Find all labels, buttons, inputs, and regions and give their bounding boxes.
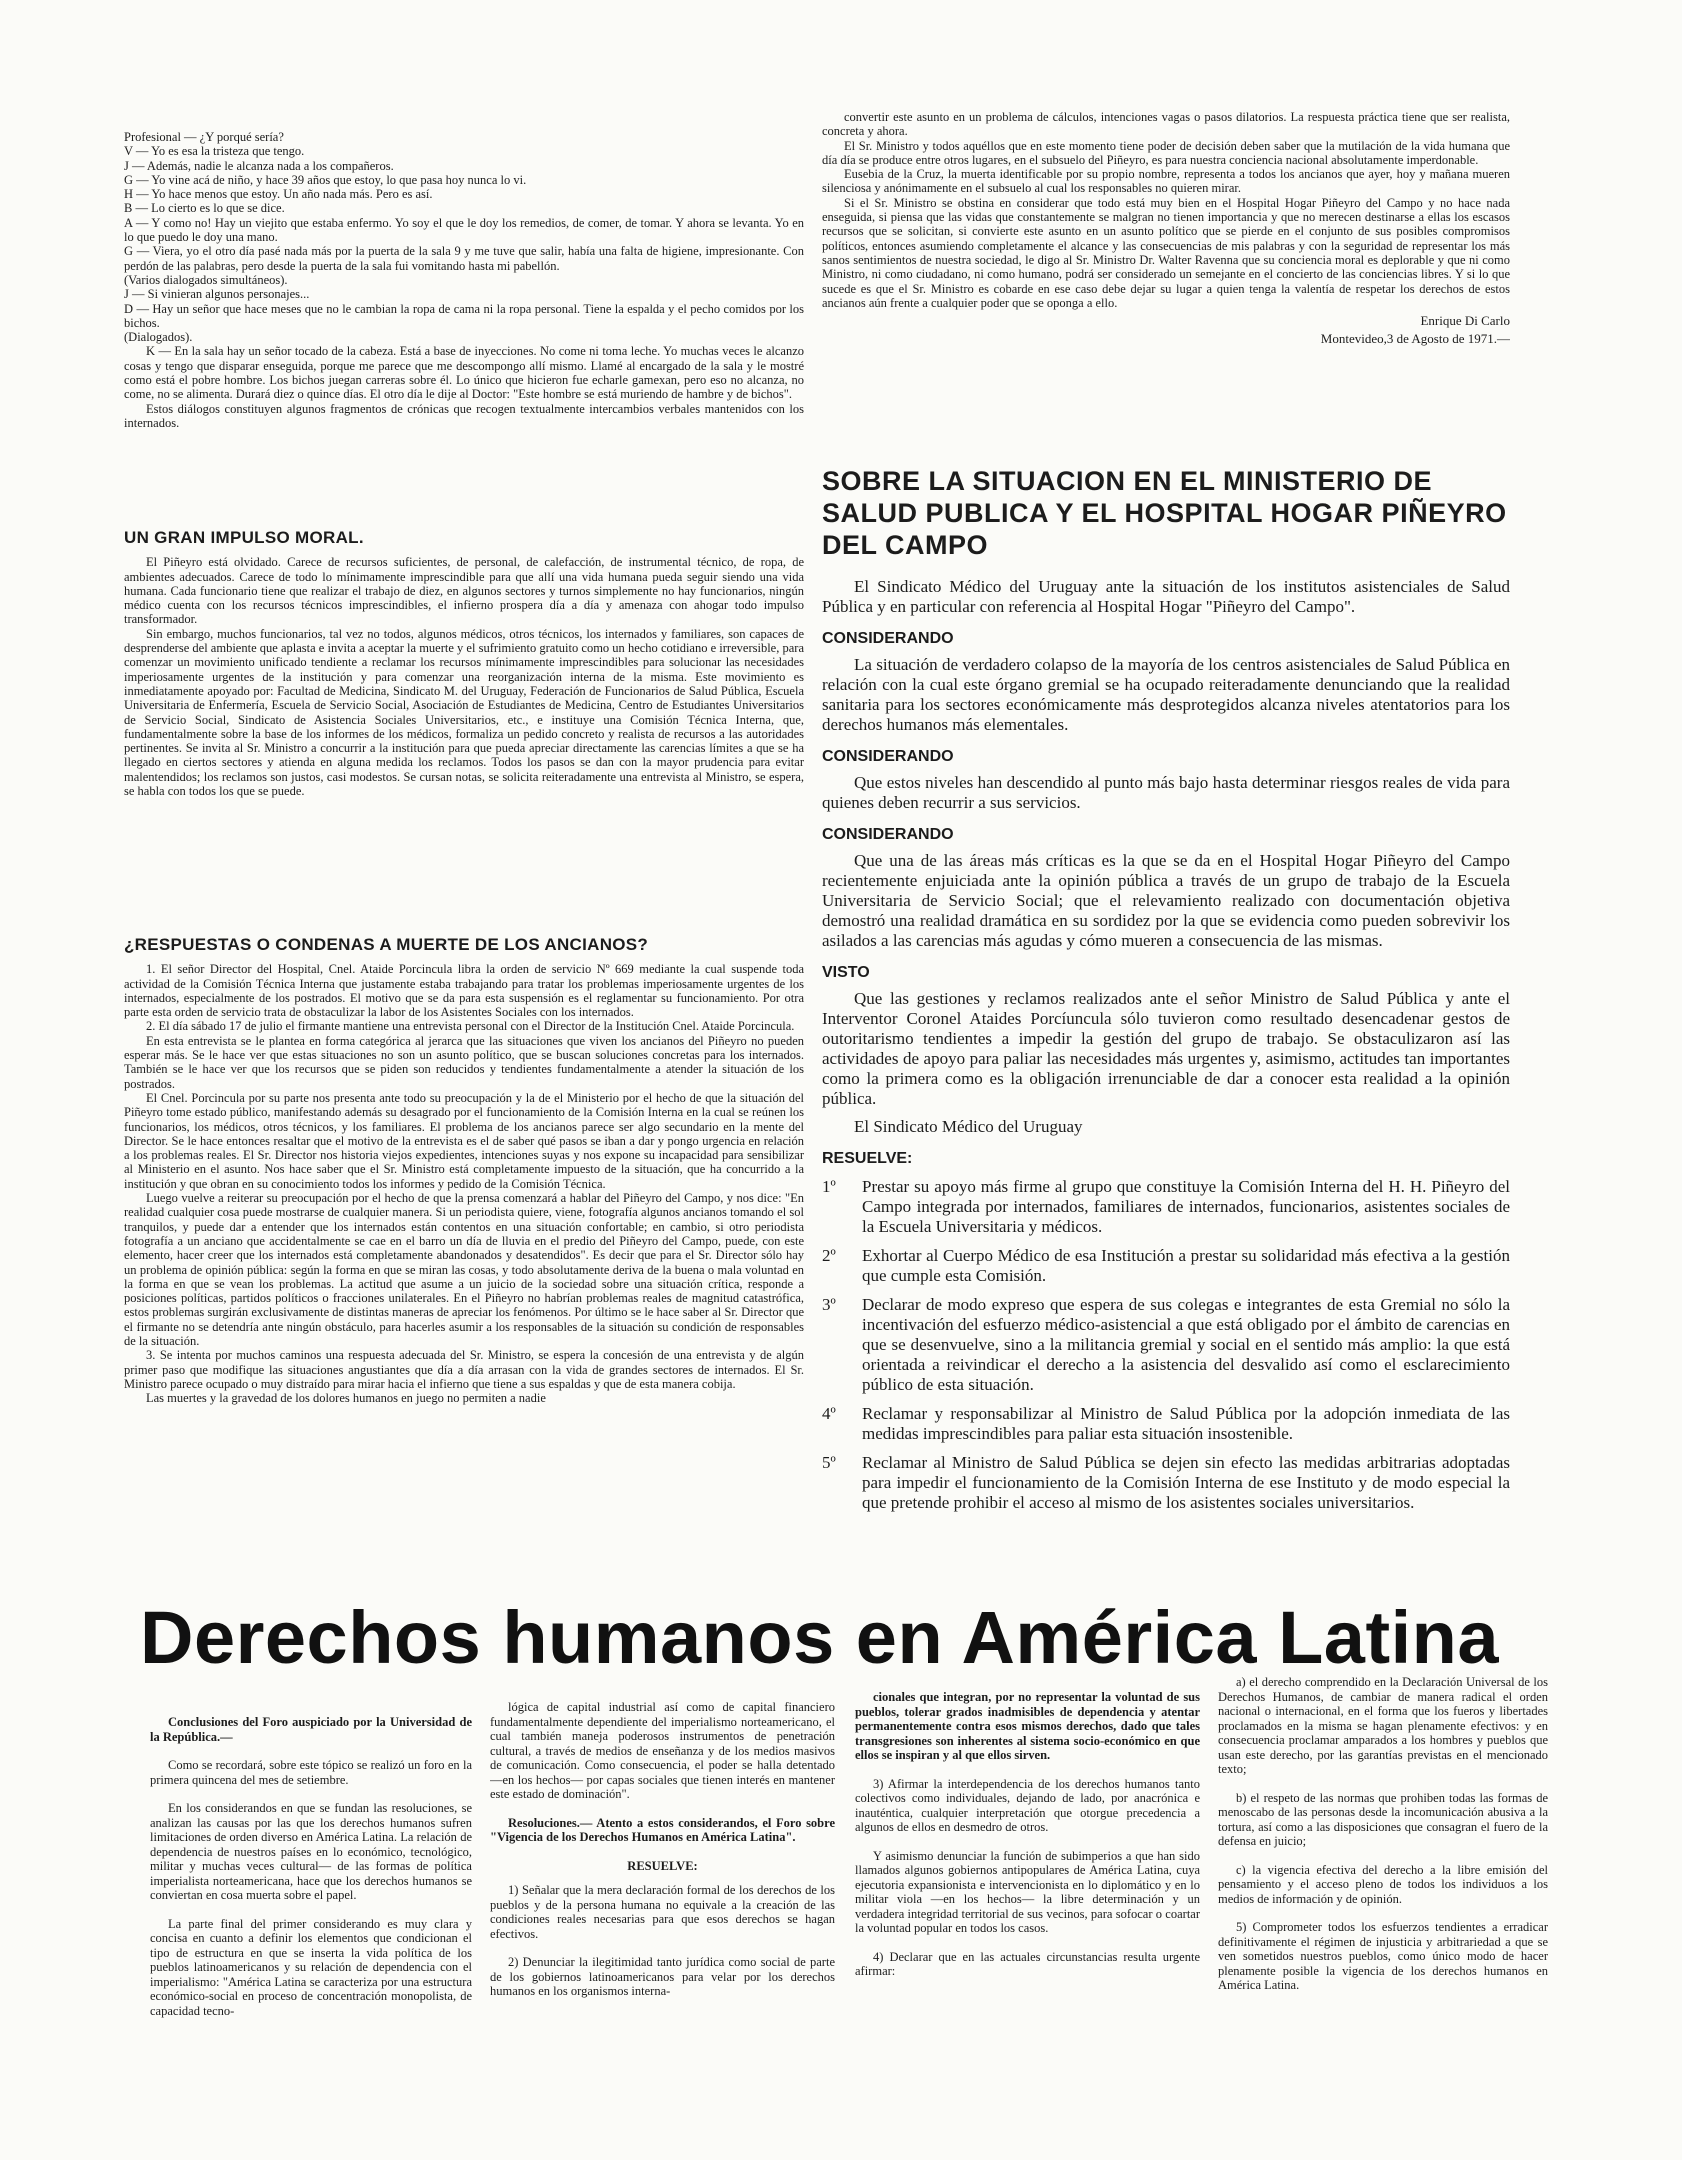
gran-impulso-section bbox=[124, 515, 804, 910]
resuelve-item bbox=[822, 1246, 1510, 1286]
dialogue-paragraphs bbox=[124, 130, 804, 430]
resuelve-item-number: 4º bbox=[822, 1404, 836, 1423]
resuelve-item-text: Reclamar al Ministro de Salud Pública se dejen sin efecto las medidas arbitrarias adoptadas para impedir el funcionamiento de la Comisión Interna de ese Instituto y de modo especial la que pretende prohibir el acceso al mismo de los asistentes sociales universitarios. bbox=[862, 1453, 1510, 1512]
paragraph: J — Si vinieran algunos personajes... bbox=[124, 287, 310, 302]
considerando-3: Que una de las áreas más críticas es la que se da en el Hospital Hogar Piñeyro del Campo recientemente enjuiciada ante la opinión pública a través de un grupo de trabajo de la Escuela Universitaria de Servicio Social; que el relevamiento realizado con documentación objetiva demostró una realidad dramática en su sordidez por la que se evidencia como pueden sobrevivir los asilados a las carencias más agudas y cómo mueren a consecuencia de las mismas. bbox=[822, 851, 1510, 950]
resuelve-item bbox=[822, 1453, 1510, 1513]
derechos-paragraph: RESUELVE: bbox=[627, 1858, 698, 1873]
resuelve-item-number: 5º bbox=[822, 1453, 836, 1472]
derechos-paragraph: 3) Afirmar la interdependencia de los derechos humanos tanto colectivos como individuales, dejando de lado, por anacrónica e inauténtica, cualquier interpretación que otorgue precedencia a algunos de ellos en desmedro de otros. bbox=[855, 1776, 1200, 1834]
resuelve-item-text: Declarar de modo expreso que espera de sus colegas e integrantes de esta Gremial no sólo la incentivación del esfuerzo médico-asistencial a que está obligado por el ámbito de carencias en que se desenvuelve, sino a la militancia gremial y social en el sentido más amplio: la que está orientada a reivindicar el derecho a la asistencia del desvalido así como el esclarecimiento público de esta situación. bbox=[862, 1295, 1510, 1394]
derechos-paragraph: Conclusiones del Foro auspiciado por la Universidad de la República.— bbox=[150, 1715, 472, 1744]
paragraph: G — Yo vine acá de niño, y hace 39 años que estoy, lo que pasa hoy nunca lo vi. bbox=[124, 172, 527, 187]
derechos-paragraph: Como se recordará, sobre este tópico se realizó un foro en la primera quincena del mes de setiembre. bbox=[150, 1758, 472, 1787]
resuelve-label: RESUELVE: bbox=[822, 1150, 913, 1167]
derechos-paragraph: cionales que integran, por no representar la voluntad de sus pueblos, tolerar grados inadmisibles de dependencia y atentar permanentemente contra esos mismos derechos, dado que tales transgresiones son inherentes al sistema socio-económico en que ellos se inspiran y al que ellos sirven. bbox=[855, 1690, 1200, 1762]
derechos-col-2 bbox=[490, 1700, 835, 2130]
resuelve-item bbox=[822, 1177, 1510, 1237]
paragraph: D — Hay un señor que hace meses que no le cambian la ropa de cama ni la ropa personal. Tiene la espalda y el pecho comidos por los bichos. bbox=[124, 301, 804, 330]
paragraph: Si el Sr. Ministro se obstina en considerar que todo está muy bien en el Hospital Hogar Piñeyro del Campo y no hace nada enseguida, si piensa que las vidas que constantemente se malgran no tienen importancia y que no merecen destinarse a ellas los escasos recursos que se solicitan, si convierte este asunto en un asunto político que se pierde en el conjunto de sus posibles compromisos políticos, entonces asumiendo completamente el alcance y las consecuencias de mis palabras y con la seguridad de representar los más sanos sentimientos de nuestra sociedad, le digo al Sr. Ministro Dr. Walter Ravenna que su conciencia moral es deplorable y que ni como Ministro, ni como ciudadano, ni como humano, podrá ser considerado un semejante en el concierto de las conciencias libres. Y si lo que sucede es que el Sr. Ministro es cobarde en ese caso debe dejar su lugar a quien tenga la valentía de respetar los derechos de estos ancianos aún frente a cualquier poder que se oponga a ello. bbox=[822, 195, 1510, 310]
derechos-paragraph: c) la vigencia efectiva del derecho a la libre emisión del pensamiento y el acceso pleno de todos los individuos a los medios de información y de opinión. bbox=[1218, 1862, 1548, 1906]
paragraph: El Cnel. Porcincula por su parte nos presenta ante todo su preocupación y la de el Ministerio por el hecho de que la situación del Piñeyro tome estado público, manifestando además su desagrado por el funcionamiento de la Comisión Interna en la cual se reúnen los funcionarios, los médicos, otros técnicos, y los familiares. El problema de los ancianos parece ser algo secundario en la mente del Director. Se le hace entonces resaltar que el motivo de la entrevista es el de saber qué pasos se iban a dar y pongo urgencia en relación a los problemas reales. El Sr. Director nos historia viejos expedientes, intenciones suyas y nos expone su incapacidad para sensibilizar al Ministerio en el asunto. Nos hace saber que el Sr. Ministro está completamente impuesto de la situación, que ha concurrido a la institución y que obran en su conocimiento todos los informes y pedido de la Comisión Técnica. bbox=[124, 1090, 804, 1191]
gran-impulso-heading: UN GRAN IMPULSO MORAL. bbox=[124, 528, 364, 547]
derechos-title: Derechos humanos en América Latina bbox=[140, 1596, 1500, 1679]
considerando-1: La situación de verdadero colapso de la mayoría de los centros asistenciales de Salud Pública en relación con la cual este órgano gremial se ha ocupado reiteradamente denunciando que la realidad sanitaria para los sectores económicamente más desprotegidos alcanza niveles atentatorios para los derechos humanos más elementales. bbox=[822, 655, 1510, 734]
gran-impulso-paragraphs bbox=[124, 555, 804, 798]
derechos-paragraph: lógica de capital industrial así como de capital financiero fundamentalmente dependiente del imperialismo norteamericano, el cual también maneja poderosos instrumentos de penetración cultural, a través de medios de enseñanza y de los medios masivos de comunicación. Como consecuencia, el poder se halla detentado —en los hechos— por capas sociales que tienen interés en mantener este estado de dominación". bbox=[490, 1700, 835, 1801]
derechos-paragraph: 5) Comprometer todos los esfuerzos tendientes a erradicar definitivamente el régimen de injusticia y arbitrariedad a que se ven sometidos nuestros pueblos, como único modo de hacer plenamente posible la vigencia de los derechos humanos en América Latina. bbox=[1218, 1920, 1548, 1992]
derechos-paragraph: 1) Señalar que la mera declaración formal de los derechos de los pueblos y de la persona humana no equivale a la creación de las condiciones reales necesarias para que esos derechos se hagan efectivos. bbox=[490, 1883, 835, 1941]
resuelve-item-text: Exhortar al Cuerpo Médico de esa Institución a prestar su solidaridad más efectiva a la gestión que cumple esta Comisión. bbox=[862, 1246, 1510, 1285]
considerando-label-3: CONSIDERANDO bbox=[822, 826, 954, 843]
paragraph: convertir este asunto en un problema de cálculos, intenciones vagas o pasos dilatorios. La respuesta práctica tiene que ser realista, concreta y ahora. bbox=[822, 110, 1510, 139]
paragraph: Profesional — ¿Y porqué sería? bbox=[124, 130, 284, 144]
paragraph: Luego vuelve a reiterar su preocupación por el hecho de que la prensa comenzará a hablar del Piñeyro del Campo, y nos dice: "En realidad cualquier cosa puede mostrarse de cualquier manera. Si un periodista quiere, viene, fotografía algunos ancianos tomando el sol tranquilos, y puede dar a entender que los internados están contentos en una situación confortable; en cambio, si otro periodista fotografía a un anciano que accidentalmente se cae en el barro un día de lluvia en el predio del Piñeyro del Campo, puede, con este elemento, hacer creer que los internados está completamente abandonados y desatendidos". Es decir que para el Sr. Director sólo hay un problema de opinión pública: según la forma en que se miran las cosas, y todo absolutamente deriva de la buena o mala voluntad en la forma en que se vean los problemas. La actitud que asume a un juicio de la sociedad sobre una situación crítica, responde a posiciones políticas, partidos políticos o fracciones unilaterales. En el Piñeyro no habrían problemas reales de magnitud catastrófica, estos problemas surgirán exclusivamente de distintas maneras de apreciar los fenómenos. Por último se le hace saber al Sr. Director que el firmante no se detendría ante ningún obstáculo, para hacerles asumir a los responsables de la situación su condición de responsables de la situación. bbox=[124, 1191, 804, 1349]
paragraph: Las muertes y la gravedad de los dolores humanos en juego no permiten a nadie bbox=[146, 1391, 546, 1406]
considerando-label-1: CONSIDERANDO bbox=[822, 630, 954, 647]
derechos-col-1 bbox=[150, 1715, 472, 2135]
derechos-paragraph: 4) Declarar que en las actuales circunstancias resulta urgente afirmar: bbox=[855, 1949, 1200, 1978]
resuelve-list bbox=[822, 1177, 1510, 1513]
paragraph: El Sr. Ministro y todos aquéllos que en este momento tiene poder de decisión deben saber que la mutilación de la vida humana que día día se produce entre otros lugares, en el subsuelo del Piñeyro, es para nuestra conciencia nacional absolutamente imperdonable. bbox=[822, 138, 1510, 167]
paragraph: Estos diálogos constituyen algunos fragmentos de crónicas que recogen textualmente intercambios verbales mantenidos con los internados. bbox=[124, 401, 804, 430]
derechos-paragraph: Y asimismo denunciar la función de subimperios a que han sido llamados algunos gobiernos antipopulares de América Latina, cuya ejecutoria expansionista e intervencionista en lo diplomático y en lo militar viola —en los hechos— la libre determinación y un verdadera integridad territorial de sus vecinos, para sofocar o coartar la voluntad popular en todos los casos. bbox=[855, 1848, 1200, 1935]
paragraph: 3. Se intenta por muchos caminos una respuesta adecuada del Sr. Ministro, se espera la concesión de una entrevista y de algún primer paso que modifique las situaciones angustiantes que día a día arrasan con la vida de grandes sectores de internados. El Sr. Ministro parece ocupado o muy distraído para mirar hacia el infierno que tiene a sus espaldas y que de esta manera cobija. bbox=[124, 1348, 804, 1391]
paragraph: Sin embargo, muchos funcionarios, tal vez no todos, algunos médicos, otros técnicos, los internados y familiares, son capaces de desprenderse del ambiente que aplasta e invita a aceptar la muerte y el sufrimiento gratuito como un hecho cotidiano e irreversible, para comenzar un movimiento unificado tendiente a reclamar los recursos mínimamente imprescindibles para solucionar las necesidades imperiosamente urgentes de la institución y para comenzar una reorganización interna de la misma. Este movimiento es inmediatamente apoyado por: Facultad de Medicina, Sindicato M. del Uruguay, Federación de Funcionarios de Salud Pública, Escuela Universitaria de Enfermería, Escuela de Servicio Social, Asociación de Estudiantes de Medicina, Centro de Estudiantes Universitarios de Servicio Social, Sindicato de Asistencia Sociales Universitarios, etc., e instituye una Comisión Técnica Interna, que, fundamentalmente sobre la base de los informes de los médicos, formaliza un pedido concreto y realista de recursos a las autoridades pertinentes. Se invita al Sr. Ministro a concurrir a la institución para que pueda apreciar directamente las carencias límites a que se ha llegado en ciertos sectores y atienda en alguna medida los reclamos. Todos los pasos se dan con la mayor prudencia para evitar malentendidos; los reclamos son justos, casi modestos. Se cursan notas, se solicita reiteradamente una entrevista al Ministro, se espera, se habla con todos los que se puede. bbox=[124, 626, 804, 799]
considerando-2: Que estos niveles han descendido al punto más bajo hasta determinar riesgos reales de vida para quienes deben recurrir a sus servicios. bbox=[822, 773, 1510, 812]
resuelve-item bbox=[822, 1295, 1510, 1395]
paragraph: (Dialogados). bbox=[124, 330, 193, 345]
derechos-paragraph: 2) Denunciar la ilegitimidad tanto jurídica como social de parte de los gobiernos latinoamericanos para velar por los derechos humanos en los organismos interna- bbox=[490, 1955, 835, 1998]
paragraph: 2. El día sábado 17 de julio el firmante mantiene una entrevista personal con el Director de la Institución Cnel. Ataide Porcincula. bbox=[146, 1019, 795, 1034]
derechos-paragraph: Resoluciones.— Atento a estos considerandos, el Foro sobre "Vigencia de los Derechos Humanos en América Latina". bbox=[490, 1815, 835, 1844]
respuestas-heading: ¿RESPUESTAS O CONDENAS A MUERTE DE LOS ANCIANOS? bbox=[124, 935, 649, 954]
sobre-body bbox=[822, 577, 1510, 1513]
visto-label: VISTO bbox=[822, 964, 870, 981]
derechos-paragraph: La parte final del primer considerando es muy clara y concisa en cuanto a definir los elementos que condicionan el tipo de estructura en que se inserta la vida política de los pueblos latinoamericanos y su relación de dependencia con el imperialismo: "América Latina se caracteriza por una estructura económico-social en proceso de concentración monopolista, de capacidad tecno- bbox=[150, 1916, 472, 2018]
paragraph: J — Además, nadie le alcanza nada a los compañeros. bbox=[124, 158, 394, 173]
respuestas-paragraphs bbox=[124, 962, 804, 1405]
paragraph: A — Y como no! Hay un viejito que estaba enfermo. Yo soy el que le doy los remedios, de comer, de tomar. Y ahora se levanta. Yo en lo que puedo le doy una mano. bbox=[124, 215, 804, 245]
paragraph: 1. El señor Director del Hospital, Cnel. Ataide Porcincula libra la orden de servicio Nº 669 mediante la cual suspende toda actividad de la Comisión Técnica Interna que justamente estaba trabajando para tratar los problemas imperiosamente urgentes de los internados, especialmente de los postrados. El motivo que se da para esta suspensión es el reglamentar su funcionamiento. Por otra parte esta orden de servicio trata de obstaculizar la labor de los Asistentes Sociales con los internados. bbox=[124, 962, 804, 1020]
derechos-paragraph: En los considerandos en que se fundan las resoluciones, se analizan las causas por las que los derechos humanos sufren limitaciones de orden diverso en América Latina. La relación de dependencia de nuestros países en lo económico, tecnológico, militar y muchas veces cultural— de las formas de política imperialista norteamericana, hace que los derechos humanos se conviertan en cosa muerta sobre el papel. bbox=[150, 1801, 472, 1902]
letter-author: Enrique Di Carlo bbox=[1420, 313, 1510, 329]
paragraph: B — Lo cierto es lo que se dice. bbox=[124, 201, 285, 216]
respuestas-section bbox=[124, 922, 804, 1527]
derechos-col-4 bbox=[1218, 1675, 1548, 2130]
resuelve-item-text: Prestar su apoyo más firme al grupo que constituye la Comisión Interna del H. H. Piñeyro del Campo integrada por internados, familiares de internados, funcionarios, asistentes sociales de la Escuela Universitaria y médicos. bbox=[862, 1177, 1510, 1236]
paragraph: V — Yo es esa la tristeza que tengo. bbox=[124, 144, 305, 159]
resuelve-item-text: Reclamar y responsabilizar al Ministro de Salud Pública por la adopción inmediata de las medidas imprescindibles para paliar esta situación insostenible. bbox=[862, 1404, 1510, 1443]
dialogue-section bbox=[124, 130, 804, 510]
sobre-signer: El Sindicato Médico del Uruguay bbox=[854, 1117, 1083, 1136]
paragraph: Eusebia de la Cruz, la muerta identificable por su propio nombre, representa a todos los ancianos que ayer, hoy y mañana mueren silenciosa y anónimamente en el subsuelo al cual los responsables no quieren mirar. bbox=[822, 167, 1510, 196]
derechos-col-3 bbox=[855, 1690, 1200, 2130]
paragraph: H — Yo hace menos que estoy. Un año nada más. Pero es así. bbox=[124, 187, 433, 202]
derechos-paragraph: a) el derecho comprendido en la Declaración Universal de los Derechos Humanos, de cambiar de manera radical el orden nacional o internacional, en el forma que los fueros y libertades proclamados en la misma se hagan plenamente efectivos: y en consecuencia proclamar amparados a los hombres y pueblos que usan este derecho, por las garantías previstas en el mencionado texto; bbox=[1218, 1675, 1548, 1776]
paragraph: (Varios dialogados simultáneos). bbox=[124, 272, 288, 287]
visto-text: Que las gestiones y reclamos realizados ante el señor Ministro de Salud Pública y ante el Interventor Coronel Ataides Porcíuncula sólo tuvieron como resultado desencadenar gestos de outoritarismo tendientes a impedir la gestión del grupo de trabajo. Se obstaculizaron así las actividades de apoyo para paliar las necesidades más urgentes y, asimismo, actitudes tan importantes como la primera como es la obligación irrenunciable de dar a conocer esta realidad a la opinión pública. bbox=[822, 989, 1510, 1108]
sobre-section bbox=[822, 465, 1510, 1525]
letter-continuation bbox=[822, 110, 1510, 440]
resuelve-item-number: 3º bbox=[822, 1295, 836, 1314]
paragraph: En esta entrevista se le plantea en forma categórica al jerarca que las situaciones que viven los ancianos del Piñeyro no pueden esperar más. Se le hace ver que estas situaciones no son un asunto político, que se buscan soluciones concretas para los internados. También se le hace ver que los recursos que se piden son reducidos y tendientes fundamentalmente a atender la situación de los postrados. bbox=[124, 1033, 804, 1091]
resuelve-item bbox=[822, 1404, 1510, 1444]
derechos-paragraph: b) el respeto de las normas que prohiben todas las formas de menoscabo de las personas desde la incomunicación abusiva a la tortura, así como a las disposiciones que consagran el fuero de la defensa en juicio; bbox=[1218, 1790, 1548, 1848]
resuelve-item-number: 1º bbox=[822, 1177, 836, 1196]
letter-paragraphs bbox=[822, 110, 1510, 310]
sobre-heading: SOBRE LA SITUACION EN EL MINISTERIO DE SALUD PUBLICA Y EL HOSPITAL HOGAR PIÑEYRO DEL CAMPO bbox=[822, 466, 1507, 560]
sobre-intro: El Sindicato Médico del Uruguay ante la situación de los institutos asistenciales de Salud Pública y en particular con referencia al Hospital Hogar "Piñeyro del Campo". bbox=[822, 577, 1510, 616]
letter-place-date: Montevideo,3 de Agosto de 1971.— bbox=[1320, 331, 1510, 347]
considerando-label-2: CONSIDERANDO bbox=[822, 748, 954, 765]
paragraph: El Piñeyro está olvidado. Carece de recursos suficientes, de personal, de calefacción, de instrumental técnico, de ropa, de ambientes adecuados. Carece de todo lo mínimamente imprescindible para que allí una vida humana pueda seguir siendo una vida humana. Cada funcionario tiene que realizar el trabajo de diez, en algunos sectores y turnos simplemente no hay funcionarios, ningún médico cuenta con los recursos técnicos imprescindibles, el infierno prospera día a día y amenaza con ahogar todo impulso transformador. bbox=[124, 555, 804, 627]
paragraph: K — En la sala hay un señor tocado de la cabeza. Está a base de inyecciones. No come ni toma leche. Yo muchas veces le alcanzo cosas y tengo que disparar enseguida, porque me parece que me descompongo allí mismo. Llamé al encargado de la sala y le mostré como está el pobre hombre. Los bichos juegan carreras sobre él. Lo único que hicieron fue echarle gamexan, pero eso no alcanza, no come, no se alimenta. Durará diez o quince días. El otro día le dije al Doctor: "Este hombre se está muriendo de hambre y de bichos". bbox=[124, 344, 804, 402]
paragraph: G — Viera, yo el otro día pasé nada más por la puerta de la sala 9 y me tuve que salir, había una falta de higiene, impresionante. Con perdón de las palabras, pero desde la puerta de la sala fui vomitando hasta mi pabellón. bbox=[124, 244, 804, 273]
resuelve-item-number: 2º bbox=[822, 1246, 836, 1265]
